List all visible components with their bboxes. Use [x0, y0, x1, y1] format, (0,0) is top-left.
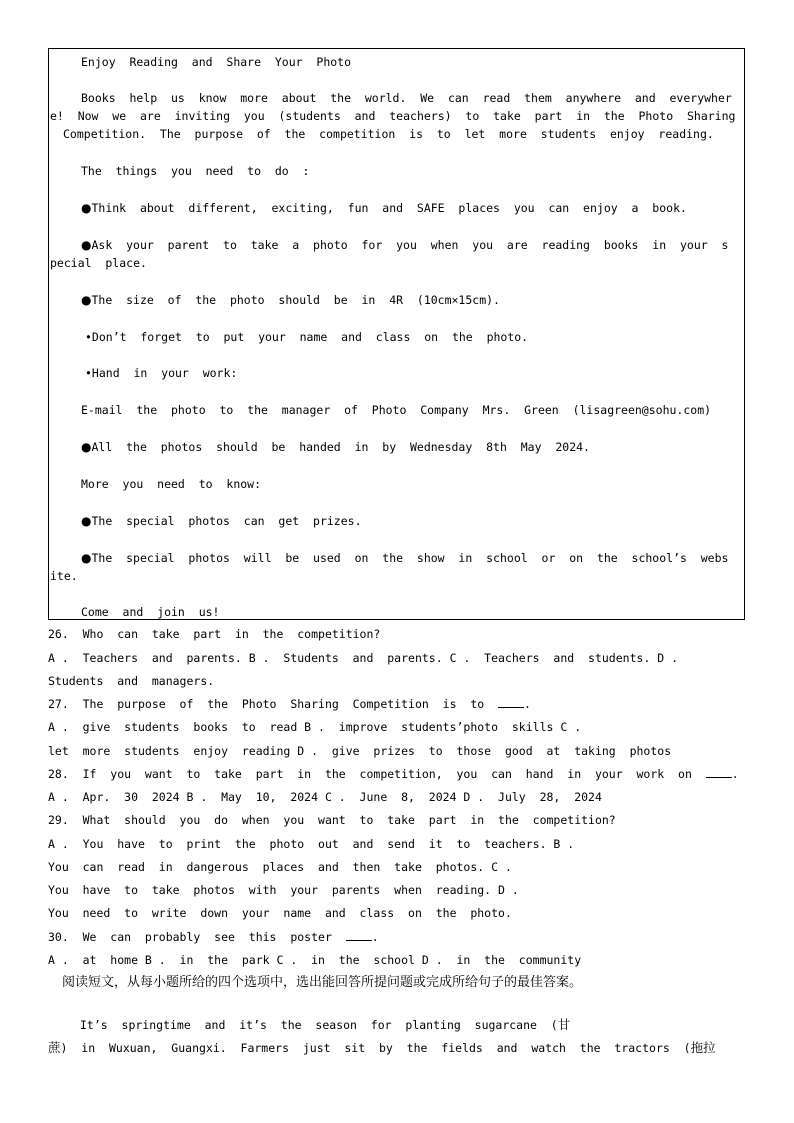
list-item: •Don’t forget to put your name and class on the photo.	[85, 330, 529, 344]
bullet-icon: ●	[81, 201, 92, 215]
list-item: ●All the photos should be handed in by Wednesday 8th May 2024.	[81, 440, 590, 454]
question-28-options: A . Apr. 30 2024 B . May 10, 2024 C . June 8, 2024 D . July 28, 2024	[48, 790, 602, 804]
things-heading: The things you need to do :	[81, 164, 310, 178]
passage-line: 蔗) in Wuxuan, Guangxi. Farmers just sit by the fields and watch the tractors (拖拉	[48, 1041, 716, 1055]
question-26-options: Students and managers.	[48, 674, 215, 688]
list-item: ●Think about different, exciting, fun and SAFE places you can enjoy a book.	[81, 201, 687, 215]
section-instruction: 阅读短文，从每小题所给的四个选项中，选出能回答所提问题或完成所给句子的最佳答案。	[62, 975, 583, 990]
bullet-icon: ●	[81, 238, 92, 252]
bullet-icon: ●	[81, 440, 92, 454]
question-28: 28. If you want to take part in the competition, you can hand in your work on .	[48, 767, 739, 781]
answer-blank[interactable]	[706, 767, 732, 778]
intro-line: Competition. The purpose of the competition is to let more students enjoy reading.	[63, 127, 714, 141]
bullet-icon: ●	[81, 293, 92, 307]
question-30: 30. We can probably see this poster .	[48, 930, 379, 944]
notice-title: Enjoy Reading and Share Your Photo	[81, 55, 352, 69]
more-heading: More you need to know:	[81, 477, 262, 491]
answer-blank[interactable]	[498, 697, 524, 708]
question-27-options: let more students enjoy reading D . give prizes to those good at taking photos	[48, 744, 672, 758]
list-item: ●The size of the photo should be in 4R (10cm×15cm).	[81, 293, 500, 307]
intro-line: e! Now we are inviting you (students and teachers) to take part in the Photo Sharing	[50, 109, 736, 123]
question-29-options: A . You have to print the photo out and send it to teachers. B .	[48, 837, 575, 851]
notice-box	[48, 48, 745, 620]
question-29-options: You can read in dangerous places and then take photos. C .	[48, 860, 512, 874]
question-27-options: A . give students books to read B . improve students’photo skills C .	[48, 720, 582, 734]
passage-line: It’s springtime and it’s the season for planting sugarcane (甘	[80, 1018, 571, 1032]
question-29-options: You need to write down your name and class on the photo.	[48, 906, 512, 920]
answer-blank[interactable]	[346, 930, 372, 941]
list-item: ●Ask your parent to take a photo for you when you are reading books in your s	[81, 238, 729, 252]
question-30-options: A . at home B . in the park C . in the school D . in the community	[48, 953, 582, 967]
closing-line: Come and join us!	[81, 605, 220, 619]
list-item-continued: ite.	[50, 569, 78, 583]
question-29-options: You have to take photos with your parents when reading. D .	[48, 883, 519, 897]
list-item-continued: pecial place.	[50, 256, 147, 270]
bullet-icon: ●	[81, 551, 92, 565]
list-item: ●The special photos can get prizes.	[81, 514, 362, 528]
question-26-options: A . Teachers and parents. B . Students and parents. C . Teachers and students. D .	[48, 651, 679, 665]
email-line: E-mail the photo to the manager of Photo Company Mrs. Green (lisagreen@sohu.com)	[81, 403, 712, 417]
list-item: ●The special photos will be used on the show in school or on the school’s webs	[81, 551, 729, 565]
question-27: 27. The purpose of the Photo Sharing Competition is to .	[48, 697, 531, 711]
question-29: 29. What should you do when you want to take part in the competition?	[48, 813, 616, 827]
intro-line: Books help us know more about the world. We can read them anywhere and everywher	[81, 91, 732, 105]
list-item: •Hand in your work:	[85, 366, 238, 380]
question-26: 26. Who can take part in the competition?	[48, 627, 381, 641]
bullet-icon: ●	[81, 514, 92, 528]
